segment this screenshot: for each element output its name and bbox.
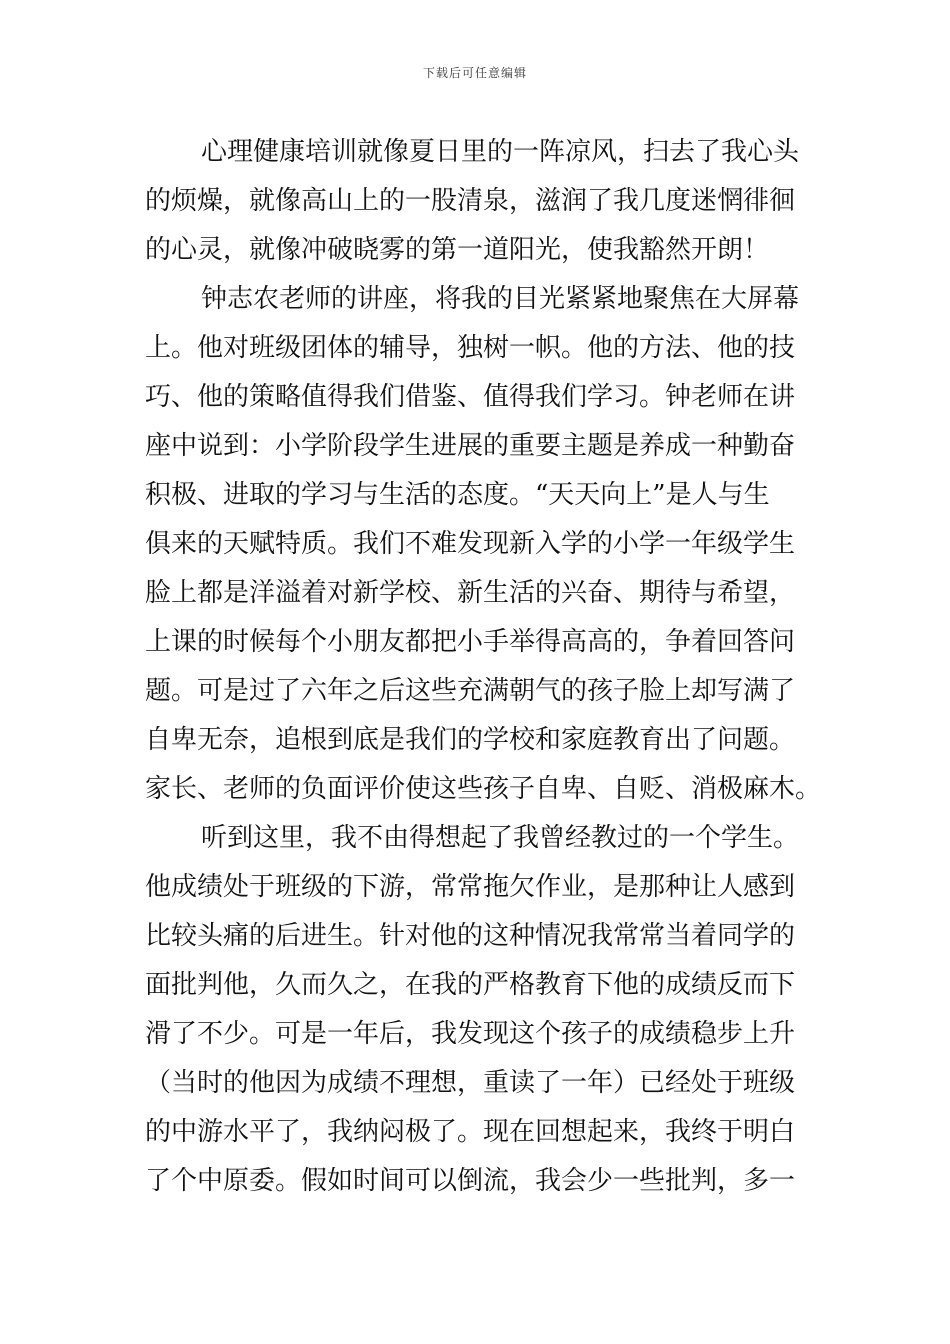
text-line: 的心灵，就像冲破晓雾的第一道阳光，使我豁然开朗！ — [145, 235, 770, 265]
text-line: 家长、老师的负面评价使这些孩子自卑、自贬、消极麻木。 — [145, 774, 822, 804]
text-line: 的烦燥，就像高山上的一股清泉，滋润了我几度迷惘徘徊 — [145, 186, 796, 216]
text-line: 上课的时候每个小朋友都把小手举得高高的，争着回答问 — [145, 627, 796, 657]
header-note: 下载后可任意编辑 — [422, 66, 527, 80]
text-line: 他成绩处于班级的下游，常常拖欠作业，是那种让人感到 — [145, 872, 796, 902]
text-line: 钟志农老师的讲座，将我的目光紧紧地聚焦在大屏幕 — [201, 284, 800, 314]
text-line: 心理健康培训就像夏日里的一阵凉风，扫去了我心头 — [201, 137, 800, 167]
text-line: 俱来的天赋特质。我们不难发现新入学的小学一年级学生 — [145, 529, 796, 559]
text-line: 面批判他，久而久之，在我的严格教育下他的成绩反而下 — [145, 970, 796, 1000]
text-line: 比较头痛的后进生。针对他的这种情况我常常当着同学的 — [145, 921, 796, 951]
text-line: 自卑无奈，追根到底是我们的学校和家庭教育出了问题。 — [145, 725, 796, 755]
text-line: 了个中原委。假如时间可以倒流，我会少一些批判，多一 — [145, 1166, 796, 1196]
text-line: 巧、他的策略值得我们借鉴、值得我们学习。钟老师在讲 — [145, 382, 796, 412]
text-line: 题。可是过了六年之后这些充满朝气的孩子脸上却写满了 — [145, 676, 796, 706]
text-line: 的中游水平了，我纳闷极了。现在回想起来，我终于明白 — [145, 1117, 796, 1147]
body-text — [145, 128, 822, 1206]
text-line: （当时的他因为成绩不理想，重读了一年）已经处于班级 — [145, 1068, 796, 1098]
text-line: 座中说到：小学阶段学生进展的重要主题是养成一种勤奋 — [145, 431, 796, 461]
text-line: 上。他对班级团体的辅导，独树一帜。他的方法、他的技 — [145, 333, 796, 363]
text-line: 脸上都是洋溢着对新学校、新生活的兴奋、期待与希望， — [145, 578, 796, 608]
text-line: 积极、进取的学习与生活的态度。“天天向上”是人与生 — [145, 480, 770, 510]
text-line: 听到这里，我不由得想起了我曾经教过的一个学生。 — [201, 823, 800, 853]
text-line: 滑了不少。可是一年后，我发现这个孩子的成绩稳步上升 — [145, 1019, 796, 1049]
